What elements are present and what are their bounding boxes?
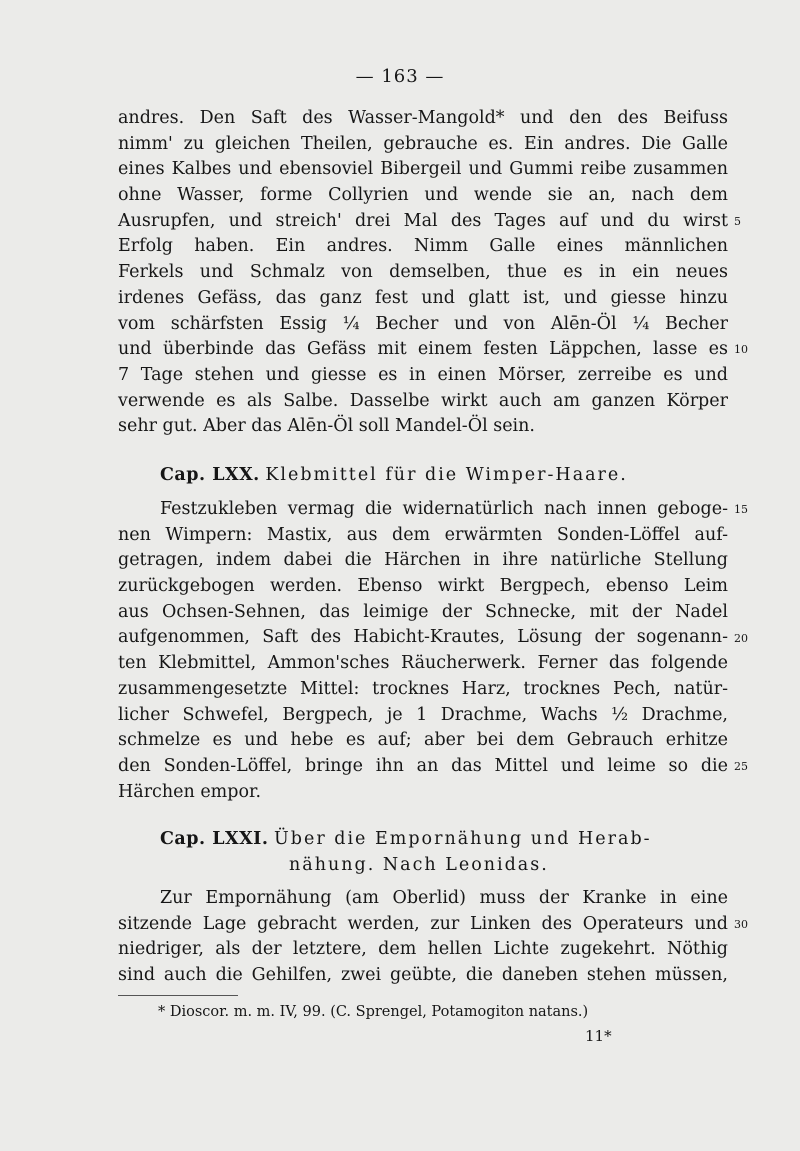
- text-line: irdenes Gefäss, das ganz fest und glatt ist, und giesse hinzu: [118, 287, 728, 308]
- footnote-rule: [118, 995, 238, 996]
- text-line: sehr gut. Aber das Alēn-Öl soll Mandel-Öl sein.: [118, 416, 535, 437]
- line-number: 15: [734, 503, 748, 516]
- line-number: 30: [734, 918, 748, 931]
- text-line: sind auch die Gehilfen, zwei geübte, die daneben stehen müssen,: [118, 965, 728, 986]
- chapter-title-line-2: nähung. Nach Leonidas.: [289, 855, 549, 875]
- text-line: eines Kalbes und ebensoviel Bibergeil und Gummi reibe zusammen: [118, 159, 728, 180]
- text-line: aus Ochsen-Sehnen, das leimige der Schnecke, mit der Nadel: [118, 601, 728, 622]
- chapter-heading-lxx: [160, 463, 628, 489]
- line-number: 10: [734, 343, 748, 356]
- printer-signature: 11*: [585, 1027, 612, 1045]
- text-line: verwende es als Salbe. Dasselbe wirkt auch am ganzen Körper: [118, 390, 728, 411]
- chapter-number: Cap. LXX.: [160, 465, 260, 485]
- text-line: getragen, indem dabei die Härchen in ihre natürliche Stellung: [118, 550, 728, 571]
- text-line: ohne Wasser, forme Collyrien und wende sie an, nach dem: [118, 185, 728, 206]
- text-line: 7 Tage stehen und giesse es in einen Mörser, zerreibe es und: [118, 364, 728, 385]
- text-line: sitzende Lage gebracht werden, zur Linken des Operateurs und: [118, 913, 728, 934]
- text-line: zurückgebogen werden. Ebenso wirkt Bergpech, ebenso Leim: [118, 576, 728, 597]
- text-line: Festzukleben vermag die widernatürlich nach innen geboge-: [160, 499, 728, 519]
- text-line: nen Wimpern: Mastix, aus dem erwärmten Sonden-Löffel auf-: [118, 524, 728, 545]
- paragraph-3: [118, 886, 728, 989]
- paragraph-2: [118, 497, 728, 805]
- text-line: Zur Empornähung (am Oberlid) muss der Kranke in eine: [160, 888, 728, 908]
- line-number: 20: [734, 632, 748, 645]
- chapter-heading-lxxi: [160, 827, 652, 853]
- footnote: * Dioscor. m. m. IV, 99. (C. Sprengel, Potamogiton natans.): [158, 1004, 589, 1020]
- text-line: den Sonden-Löffel, bringe ihn an das Mittel und leime so die: [118, 755, 728, 776]
- text-line: schmelze es und hebe es auf; aber bei dem Gebrauch erhitze: [118, 730, 728, 751]
- text-line: licher Schwefel, Bergpech, je 1 Drachme, Wachs ½ Drachme,: [118, 704, 728, 725]
- text-line: Erfolg haben. Ein andres. Nimm Galle eines männlichen: [118, 236, 728, 257]
- line-number: 5: [734, 215, 741, 228]
- chapter-title: Klebmittel für die Wimper-Haare.: [265, 465, 628, 485]
- chapter-heading-lxxi-continued: [289, 853, 549, 879]
- page-number: — 163 —: [355, 66, 445, 87]
- text-line: Ferkels und Schmalz von demselben, thue es in ein neues: [118, 262, 728, 283]
- line-number: 25: [734, 760, 748, 773]
- text-line: ten Klebmittel, Ammon'sches Räucherwerk. Ferner das folgende: [118, 653, 728, 674]
- paragraph-1: [118, 106, 728, 440]
- text-line: niedriger, als der letztere, dem hellen Lichte zugekehrt. Nöthig: [118, 939, 728, 960]
- text-line: aufgenommen, Saft des Habicht-Krautes, Lösung der sogenann-: [118, 627, 728, 648]
- text-line: nimm' zu gleichen Theilen, gebrauche es. Ein andres. Die Galle: [118, 133, 728, 154]
- text-line: Härchen empor.: [118, 781, 262, 802]
- text-line: und überbinde das Gefäss mit einem festen Läppchen, lasse es: [118, 339, 728, 360]
- chapter-title-line-1: Über die Empornähung und Herab-: [274, 829, 652, 849]
- text-line: vom schärfsten Essig ¼ Becher und von Alēn-Öl ¼ Becher: [118, 313, 728, 334]
- chapter-number: Cap. LXXI.: [160, 829, 269, 849]
- text-line: zusammengesetzte Mittel: trocknes Harz, trocknes Pech, natür-: [118, 678, 728, 699]
- text-line: Ausrupfen, und streich' drei Mal des Tages auf und du wirst: [118, 210, 728, 231]
- text-line: andres. Den Saft des Wasser-Mangold* und den des Beifuss: [118, 108, 728, 128]
